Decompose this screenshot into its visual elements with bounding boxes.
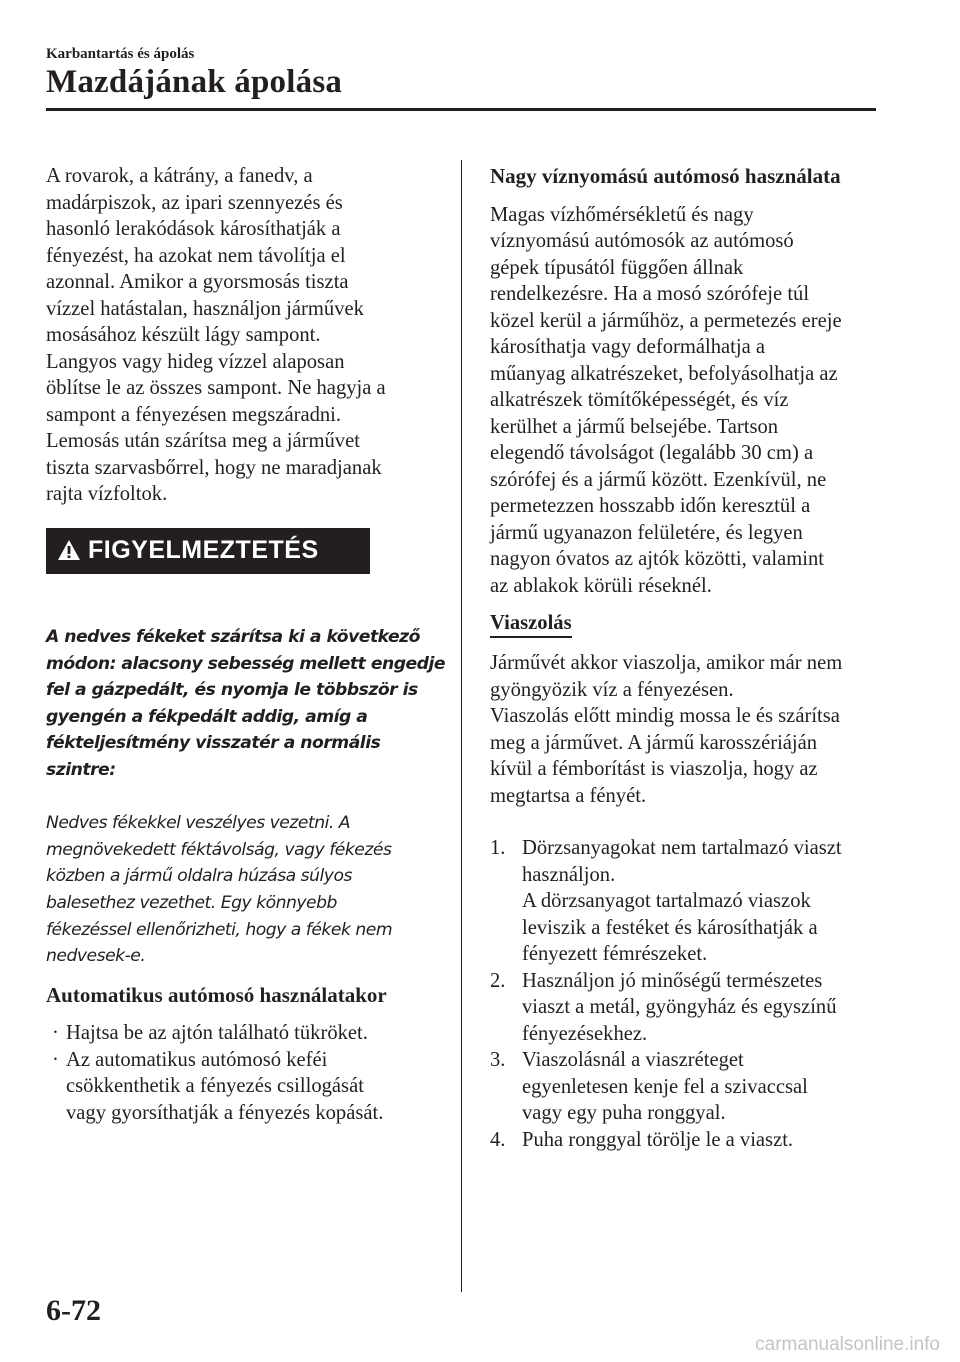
step-number: 4.	[490, 1128, 506, 1151]
warning-explanation: Nedves fékekkel veszélyes vezetni. A megnövekedett féktávolság, vagy fékezés közben a jármű oldalra húzása súlyos balesethez vezethet. Egy könnyebb fékezéssel ellenőrizheti, hogy a fékek nem nedvesek-e.	[46, 813, 393, 967]
step-text: Dörzsanyagokat nem tartalmazó viaszt használjon. A dörzsanyagot tartalmazó viaszok leviszik a festéket és károsíthatják a fényezett fémrészeket.	[522, 837, 842, 965]
step-text: Használjon jó minőségű természetes viaszt a metál, gyöngyház és egyszínű fényezésekhez.	[522, 969, 837, 1045]
step-number: 2.	[490, 969, 506, 992]
section-label: Karbantartás és ápolás	[46, 46, 195, 62]
list-item	[490, 1047, 890, 1127]
high-pressure-paragraph: Magas vízhőmérsékletű és nagy víznyomású autómosók az autómosó gépek típusától függően állnak rendelkezésre. Ha a mosó szórófeje túl közel kerül a járműhöz, a permetezés ereje károsíthatja vagy deformálhatja a műanyag alkatrészeket, befolyásolhatja az alkatrészek tömítőképességét, és víz kerülhet a jármű belsejébe. Tartson elegendő távolságot (legalább 30 cm) a szórófej és a jármű között. Ezenkívül, ne permetezzen hosszabb időn keresztül a jármű ugyanazon felületére, és legyen nagyon óvatos az ajtók közötti, valamint az ablakok körüli réseknél.	[490, 203, 842, 597]
left-column	[46, 163, 446, 1126]
list-item-text: Hajtsa be az ajtón található tükröket.	[66, 1022, 368, 1045]
warning-body	[46, 598, 446, 970]
waxing-paragraph: Járművét akkor viaszolja, amikor már nem gyöngyözik víz a fényezésen. Viaszolás előtt mindig mossa le és szárítsa meg a járművet. A jármű karosszériáján kívül a fémborítást is viaszolja, hogy az megtartsa a fényét.	[490, 652, 843, 807]
warning-instruction: A nedves fékeket szárítsa ki a következő módon: alacsony sebesség mellett engedje fel a gázpedált, és nyomja le többször is gyengén a fékpedált addig, amíg a fékteljesítmény visszatér a normális szintre:	[46, 627, 446, 781]
page-number: 6-72	[46, 1294, 101, 1327]
bullet-icon: ·	[52, 1022, 59, 1045]
warning-banner	[46, 528, 370, 574]
bullet-icon: ·	[52, 1048, 59, 1071]
warning-triangle-icon	[57, 539, 81, 561]
step-number: 3.	[490, 1049, 506, 1071]
watermark: carmanualsonline.info	[755, 1334, 940, 1355]
list-item	[46, 1020, 446, 1047]
column-divider	[461, 160, 462, 1292]
list-item-text: Az automatikus autómosó keféi csökkenthetik a fényezés csillogását vagy gyorsíthatják a fényezés kopását.	[66, 1048, 384, 1124]
list-item	[490, 835, 890, 968]
auto-wash-bullets	[46, 1020, 446, 1126]
waxing-steps	[490, 835, 890, 1153]
page-title: Mazdájának ápolása	[46, 64, 343, 100]
intro-paragraph: A rovarok, a kátrány, a fanedv, a madárpiszok, az ipari szennyezés és hasonló lerakódások károsíthatják a fényezést, ha azokat nem távolítja el azonnal. Amikor a gyorsmosás tiszta vízzel hatástalan, használjon járművek mosásához készült lágy sampont. Langyos vagy hideg vízzel alaposan öblítse le az összes sampont. Ne hagyja a sampont a fényezésen megszáradni. Lemosás után szárítsa meg a járművet tiszta szarvasbőrrel, hogy ne maradjanak rajta vízfoltok.	[46, 165, 386, 505]
header-rule	[46, 108, 876, 111]
waxing-heading: Viaszolás	[490, 611, 572, 638]
auto-wash-heading: Automatikus autómosó használatakor	[46, 982, 387, 1007]
right-column	[490, 163, 890, 1153]
step-text: Viaszolásnál a viaszréteget egyenletesen kenje fel a szivaccsal vagy egy puha ronggyal.	[522, 1049, 808, 1124]
list-item	[490, 968, 890, 1048]
step-text: Puha ronggyal törölje le a viaszt.	[522, 1128, 794, 1151]
step-number: 1.	[490, 837, 506, 859]
list-item	[490, 1127, 890, 1154]
list-item	[46, 1047, 446, 1127]
warning-label: FIGYELMEZTETÉS	[88, 536, 319, 565]
high-pressure-heading: Nagy víznyomású autómosó használata	[490, 164, 841, 188]
